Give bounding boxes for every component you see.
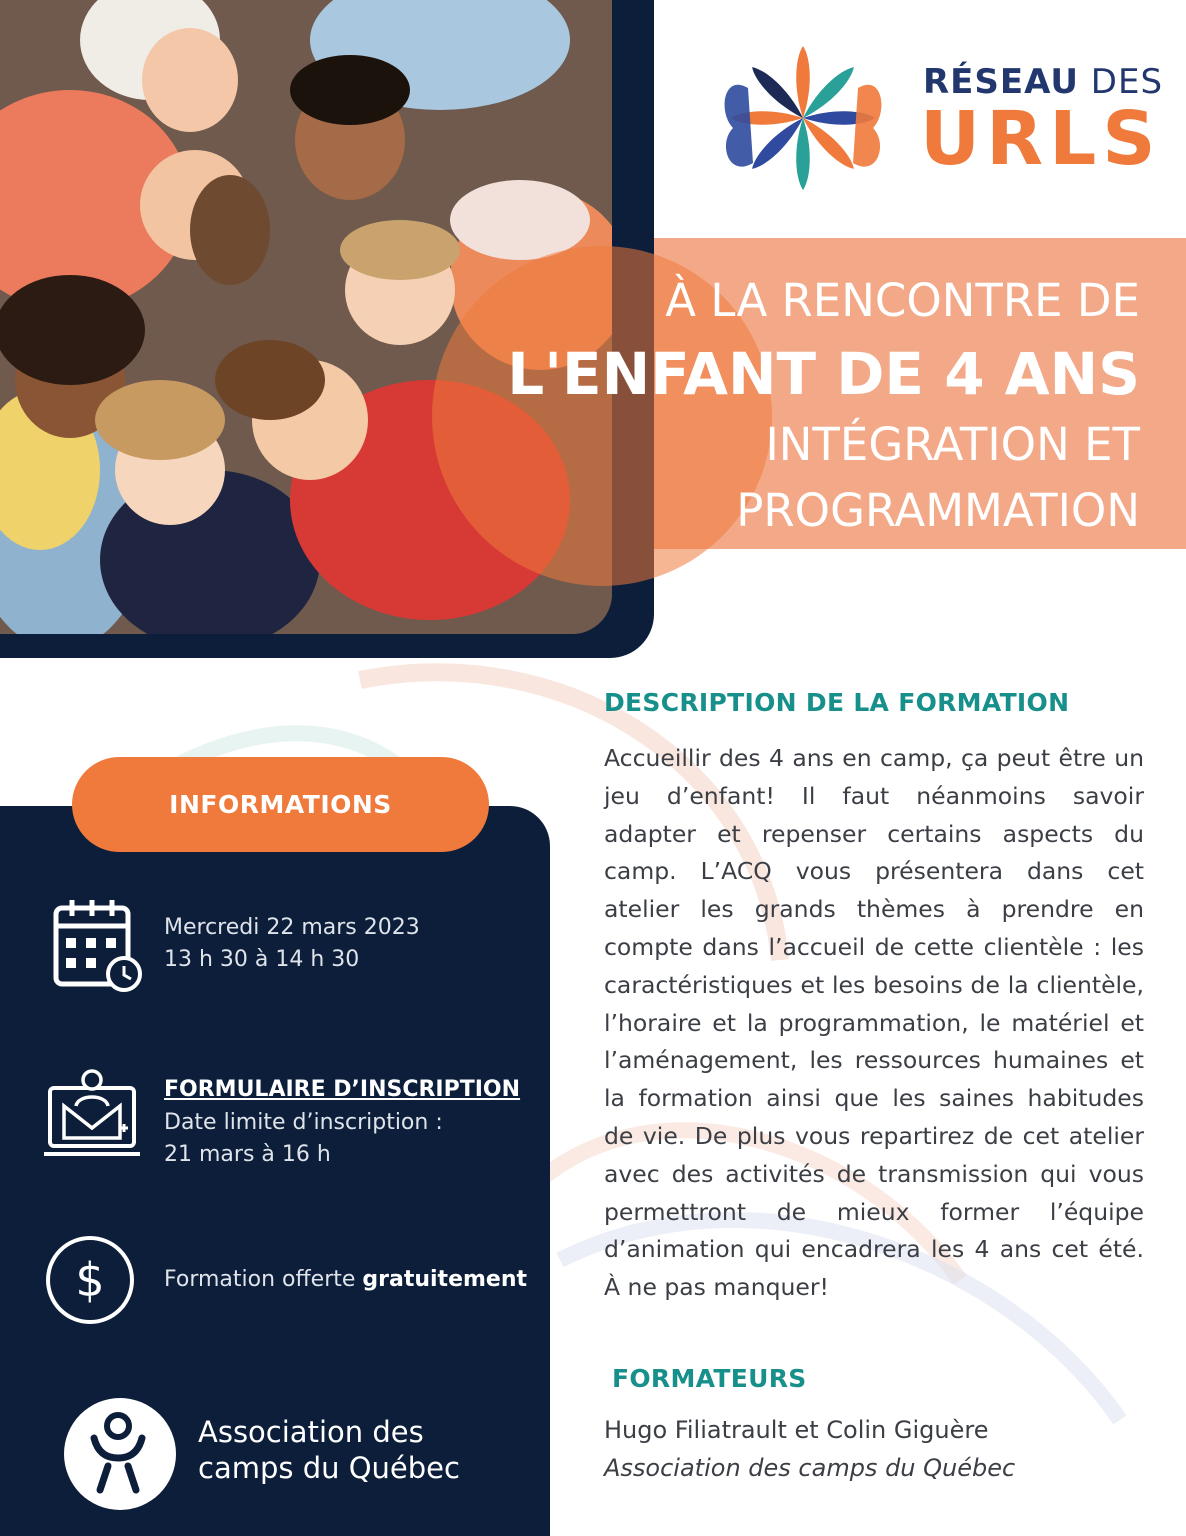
acq-logo-badge bbox=[64, 1398, 176, 1510]
registration-form-link[interactable]: FORMULAIRE D’INSCRIPTION bbox=[164, 1077, 521, 1102]
description-heading: DESCRIPTION DE LA FORMATION bbox=[604, 688, 1070, 717]
registration-deadline-label: Date limite d’inscription : bbox=[164, 1110, 443, 1135]
svg-text:$: $ bbox=[75, 1253, 105, 1307]
person-arms-up-icon bbox=[64, 1398, 176, 1510]
trainers-heading: FORMATEURS bbox=[612, 1364, 807, 1393]
trainer-organization: Association des camps du Québec bbox=[604, 1454, 1016, 1482]
title-main: L'ENFANT DE 4 ANS bbox=[507, 340, 1140, 408]
price-info: Formation offerte gratuitement bbox=[164, 1267, 528, 1292]
description-body: Accueillir des 4 ans en camp, ça peut être un jeu d’enfant! Il faut néanmoins savoir adapter et repenser certains aspects du camp. L’ACQ vous présentera dans cet atelier les grands thèmes à prendre en compte dans l’accueil de cette clientèle : les caractéristiques et les besoins de la clientèle, l’horaire et la programmation, le matériel et l’aménagement, les ressources humaines et la formation ainsi que les saines habitudes de vie. De plus vous repartirez de cet atelier avec des activités de transmission qui vous permettront de mieux former l’équipe d’animation qui encadrera les 4 ans cet été. À ne pas manquer! bbox=[604, 744, 1144, 1302]
dollar-circle-icon bbox=[44, 1234, 136, 1326]
calendar-clock-icon bbox=[52, 896, 144, 992]
informations-heading: INFORMATIONS bbox=[72, 757, 489, 852]
title-line-3: INTÉGRATION ET bbox=[765, 418, 1140, 471]
registration-deadline: 21 mars à 16 h bbox=[164, 1142, 331, 1167]
computer-mail-icon bbox=[44, 1066, 140, 1162]
event-date: Mercredi 22 mars 2023 bbox=[164, 915, 420, 940]
brand-name-bottom: URLS bbox=[920, 96, 1162, 182]
acq-organization-name: Association des camps du Québec bbox=[198, 1415, 460, 1485]
title-line-4: PROGRAMMATION bbox=[736, 484, 1140, 537]
trainer-names: Hugo Filiatrault et Colin Giguère bbox=[604, 1416, 989, 1444]
urls-logo-icon bbox=[716, 44, 891, 192]
title-line-1: À LA RENCONTRE DE bbox=[665, 274, 1140, 327]
brand-name-top: RÉSEAU DES bbox=[923, 62, 1164, 102]
event-time: 13 h 30 à 14 h 30 bbox=[164, 947, 360, 972]
